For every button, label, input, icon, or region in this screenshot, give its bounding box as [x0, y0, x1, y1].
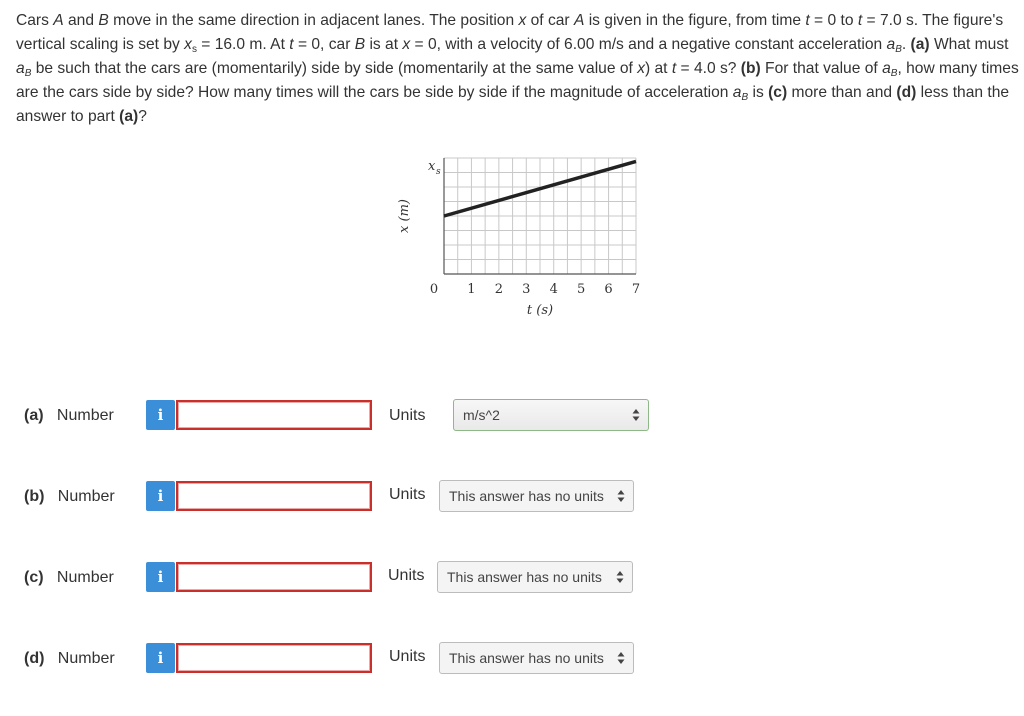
problem-text-segment: t	[857, 12, 863, 29]
part-a-row	[0, 399, 1024, 435]
x-tick-label: 6	[604, 282, 613, 297]
position-graph	[380, 150, 660, 330]
problem-text-segment: move in the same direction in adjacent lanes. The position	[108, 12, 519, 29]
problem-text-segment: = 16.0 m. At	[196, 36, 290, 53]
y-scale-label: x	[428, 159, 436, 174]
problem-text-segment: is given in the figure, from time	[584, 12, 806, 29]
problem-text-segment: is at	[365, 36, 403, 53]
problem-text-segment: = 4.0 s?	[676, 60, 741, 77]
problem-text-segment: less than the answer to part	[16, 84, 1010, 125]
problem-text-segment: x	[518, 12, 527, 29]
part-a-units-select[interactable]	[453, 399, 649, 431]
problem-text-segment: B	[890, 68, 898, 79]
part-b-units-select[interactable]	[439, 480, 634, 512]
x-tick-label: 4	[549, 282, 558, 297]
problem-text-segment: .	[901, 36, 911, 53]
problem-text-segment: = 0, car	[293, 36, 355, 53]
problem-text-segment: B	[741, 92, 749, 103]
part-b-row	[0, 480, 1024, 516]
up-down-arrows-icon	[617, 651, 625, 665]
problem-text-segment: x	[637, 60, 645, 77]
part-b-units-value: This answer has no units	[449, 488, 604, 504]
problem-text-segment: A	[573, 12, 585, 29]
part-c-answer-input[interactable]	[176, 562, 372, 592]
problem-text-segment: B	[98, 12, 109, 29]
problem-text-segment: = 0, with a velocity of 6.00 m/s and a negative constant acceleration	[410, 36, 887, 53]
part-d-units-select[interactable]	[439, 642, 634, 674]
problem-text-segment: (d)	[896, 84, 917, 101]
problem-text-segment: B	[895, 44, 902, 55]
x-tick-label: 3	[522, 282, 531, 297]
problem-text-segment: , how many times are the cars side by side? How many times will the cars be side by side if the magnitude of acceleration	[16, 60, 1019, 101]
problem-text-segment: (c)	[768, 84, 788, 101]
part-c-units-value: This answer has no units	[447, 569, 602, 585]
problem-text-segment: a	[732, 84, 742, 101]
graph-svg	[380, 150, 660, 330]
part-a-label: (a) Number	[24, 407, 114, 424]
part-d-units-value: This answer has no units	[449, 650, 604, 666]
part-c-row	[0, 561, 1024, 597]
problem-text-segment: (a)	[910, 36, 930, 53]
info-icon[interactable]: i	[146, 481, 175, 511]
x-tick-label: 2	[494, 282, 503, 297]
problem-text-segment: Cars	[16, 12, 54, 29]
problem-text-segment: t	[671, 60, 677, 77]
x-tick-label: 5	[577, 282, 586, 297]
part-d-units-label: Units	[389, 648, 426, 665]
x-tick-label: 7	[631, 282, 641, 297]
info-icon[interactable]: i	[146, 400, 175, 430]
problem-text-segment: For that value of	[760, 60, 883, 77]
x-axis-label: t (s)	[526, 303, 554, 318]
part-c-units-label: Units	[388, 567, 425, 584]
problem-statement	[16, 9, 1021, 129]
problem-text-segment: What must	[929, 36, 1009, 53]
problem-text-segment: t	[289, 36, 294, 53]
problem-text-segment: s	[191, 44, 197, 55]
problem-text-segment: B	[354, 36, 366, 53]
problem-text-segment: (b)	[740, 60, 761, 77]
part-d-row	[0, 642, 1024, 678]
y-scale-label-subscript: s	[436, 167, 441, 177]
problem-text-segment: B	[24, 68, 32, 79]
problem-text-segment: = 0 to	[809, 12, 858, 29]
part-b-answer-input[interactable]	[176, 481, 372, 511]
part-b-units-label: Units	[389, 486, 426, 503]
up-down-arrows-icon	[616, 570, 624, 584]
problem-text-segment: x	[402, 36, 411, 53]
up-down-arrows-icon	[617, 489, 625, 503]
problem-text-segment: and	[63, 12, 99, 29]
problem-text-segment: t	[805, 12, 810, 29]
problem-text-segment: x	[184, 36, 192, 53]
up-down-arrows-icon	[632, 408, 640, 422]
problem-text-segment: ?	[138, 108, 147, 125]
part-b-label: (b) Number	[24, 488, 115, 505]
problem-text-segment: a	[882, 60, 891, 77]
problem-text-segment: A	[53, 12, 64, 29]
x-tick-label: 0	[429, 282, 439, 297]
part-d-answer-input[interactable]	[176, 643, 372, 673]
part-d-label: (d) Number	[24, 650, 115, 667]
info-icon[interactable]: i	[146, 643, 175, 673]
y-axis-label: x (m)	[397, 199, 412, 233]
problem-text-segment: is	[748, 84, 769, 101]
part-a-units-value: m/s^2	[463, 407, 500, 423]
problem-text-segment: a	[16, 60, 25, 77]
part-a-units-label: Units	[389, 407, 426, 424]
part-a-answer-input[interactable]	[176, 400, 372, 430]
problem-text-segment: ) at	[644, 60, 672, 77]
problem-text-segment: be such that the cars are (momentarily) side by side (momentarily at the same value of	[31, 60, 638, 77]
part-c-label: (c) Number	[24, 569, 114, 586]
problem-text-segment: of car	[526, 12, 574, 29]
x-tick-label: 1	[467, 282, 476, 297]
problem-text-segment: a	[886, 36, 896, 53]
part-c-units-select[interactable]	[437, 561, 633, 593]
problem-text-segment: (a)	[119, 108, 139, 125]
problem-text-segment: = 7.0 s. The figure's vertical scaling is set by	[16, 12, 1004, 53]
problem-text-segment: more than and	[787, 84, 897, 101]
info-icon[interactable]: i	[146, 562, 175, 592]
